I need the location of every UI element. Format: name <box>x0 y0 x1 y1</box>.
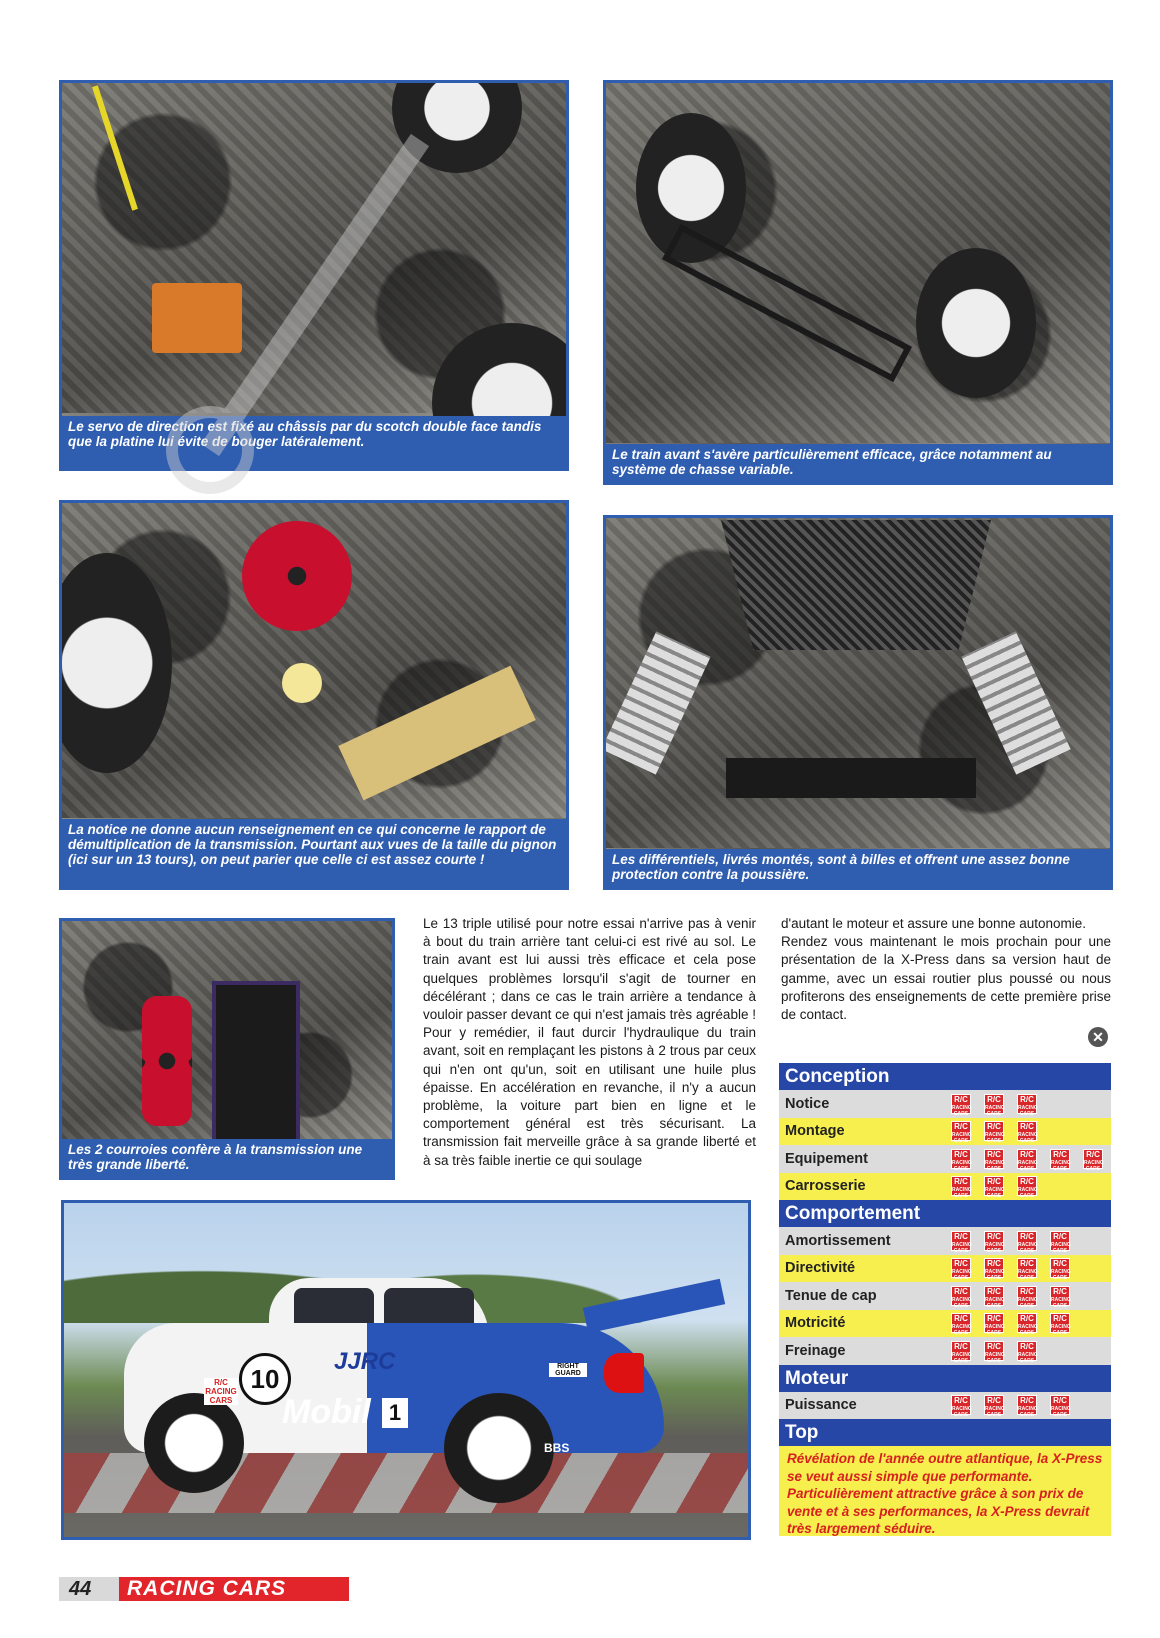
rc-logo-icon: R/C RACING CARS <box>985 1094 1005 1117</box>
rating-section-title: Conception <box>779 1063 1111 1090</box>
rating-row <box>779 1145 1111 1173</box>
rc-logo-icon: R/C RACING CARS <box>1018 1149 1038 1172</box>
rc-logo-icon: R/C RACING CARS <box>952 1231 972 1254</box>
rating-score <box>951 1149 1104 1172</box>
photo-car-body <box>61 1200 751 1540</box>
photo-transmission-gear <box>59 500 569 890</box>
end-mark-icon: ✕ <box>1088 1027 1108 1047</box>
car-sponsor-decal: Mobil <box>282 1393 371 1431</box>
rc-logo-icon: R/C RACING CARS <box>1051 1149 1071 1172</box>
wheel-image <box>916 248 1036 398</box>
rc-logo-icon: R/C RACING CARS <box>1018 1231 1038 1254</box>
rc-logo-icon: R/C RACING CARS <box>985 1177 1005 1200</box>
rc-logo-icon: R/C RACING CARS <box>1018 1286 1038 1309</box>
rc-logo-icon: R/C RACING CARS <box>952 1314 972 1337</box>
rating-section-title: Moteur <box>779 1365 1111 1392</box>
rc-logo-icon: R/C RACING CARS <box>1051 1314 1071 1337</box>
rc-logo-icon: R/C RACING CARS <box>985 1314 1005 1337</box>
rating-row <box>779 1392 1111 1420</box>
rating-score <box>951 1094 1038 1117</box>
rating-label: Puissance <box>785 1397 857 1414</box>
car-number-decal: 10 <box>239 1353 291 1405</box>
rating-score <box>951 1231 1071 1254</box>
rating-label: Freinage <box>785 1342 846 1359</box>
rc-logo-icon: R/C RACING CARS <box>952 1341 972 1364</box>
photo-steering-servo <box>59 80 569 471</box>
article-paragraph: d'autant le moteur et assure une bonne autonomie. <box>781 916 1087 931</box>
rc-logo-icon: R/C RACING CARS <box>952 1122 972 1145</box>
photo-caption: Le train avant s'avère particulièrement efficace, grâce notamment au système de chasse variable. <box>606 444 1110 482</box>
rc-logo-icon: R/C RACING CARS <box>985 1122 1005 1145</box>
rc-logo-icon: R/C RACING CARS <box>1018 1341 1038 1364</box>
rc-logo-icon: R/C RACING CARS <box>1018 1122 1038 1145</box>
rating-row <box>779 1227 1111 1255</box>
article-column-2 <box>781 915 1111 1024</box>
rc-logo-icon: R/C RACING CARS <box>952 1396 972 1419</box>
rating-table <box>779 1063 1111 1536</box>
rc-logo-icon: R/C RACING CARS <box>985 1341 1005 1364</box>
rating-label: Amortissement <box>785 1232 891 1249</box>
rating-label: Carrosserie <box>785 1178 866 1195</box>
wheel-image <box>144 1393 244 1493</box>
rc-logo-icon: R/C RACING CARS <box>952 1259 972 1282</box>
rc-logo-icon: R/C RACING CARS <box>1051 1231 1071 1254</box>
rating-row <box>779 1255 1111 1283</box>
rating-score <box>951 1176 1038 1200</box>
spur-gear-image <box>242 521 352 631</box>
carbon-plate-image <box>721 520 991 650</box>
car-sticker-decal: RIGHT GUARD <box>549 1363 587 1377</box>
rating-row <box>779 1310 1111 1338</box>
rating-label: Tenue de cap <box>785 1287 877 1304</box>
photo-front-train <box>603 80 1113 485</box>
rating-label: Directivité <box>785 1260 856 1277</box>
car-door-number: 1 <box>382 1398 408 1428</box>
rating-row <box>779 1282 1111 1310</box>
rc-logo-icon: R/C RACING CARS <box>985 1286 1005 1309</box>
spur-gear-image <box>142 996 192 1126</box>
rc-logo-icon: R/C RACING CARS <box>1051 1259 1071 1282</box>
rating-score <box>951 1258 1071 1282</box>
rc-logo-icon: R/C RACING CARS <box>952 1286 972 1309</box>
pinion-image <box>282 663 322 703</box>
rc-logo-icon: R/C RACING CARS <box>1018 1396 1038 1419</box>
rc-logo-icon: R/C RACING CARS <box>952 1094 972 1117</box>
magazine-name: RACING CARS <box>119 1577 349 1601</box>
car-badge-decal: R/C RACING CARS <box>205 1378 237 1405</box>
rc-logo-icon: R/C RACING CARS <box>985 1149 1005 1172</box>
belt-pulley-image <box>212 981 300 1149</box>
photo-belts <box>59 918 395 1180</box>
rating-score <box>951 1121 1038 1145</box>
rc-logo-icon: R/C RACING CARS <box>952 1177 972 1200</box>
rc-logo-icon: R/C RACING CARS <box>1018 1314 1038 1337</box>
rc-logo-icon: R/C RACING CARS <box>1018 1177 1038 1200</box>
rc-logo-icon: R/C RACING CARS <box>952 1149 972 1172</box>
photo-caption: Les différentiels, livrés montés, sont à billes et offrent une assez bonne protection contre la poussière. <box>606 849 1110 887</box>
photo-differential <box>603 515 1113 890</box>
rc-logo-icon: R/C RACING CARS <box>1051 1396 1071 1419</box>
article-paragraph: Le 13 triple utilisé pour notre essai n'arrive pas à venir à bout du train arrière tant celui-ci est rivé au sol. Le train avant est lui aussi très efficace et cela pose quelques problèmes lorsqu'il s'agit de tourner en décélérant ; dans ce cas le train arrière a tendance à vouloir passer devant ce qui n'est jamais très agréable ! Pour y remédier, il faut durcir l'hydraulique du train avant, soit en remplaçant les pistons à 2 trous par ceux qui n'en ont qu'un, soit en utilisant une huile plus épaisse. En accélération en revanche, il n'y a aucun problème, la voiture part bien en ligne et le comportement général est très sécurisant. La transmission fait merveille grâce à sa grande liberté et à sa très faible inertie ce qui soulage <box>423 916 756 1168</box>
rating-row <box>779 1173 1111 1201</box>
photo-caption: La notice ne donne aucun renseignement en ce qui concerne le rapport de démultiplication de la transmission. Pourtant aux vues de la taille du pignon (ici sur un 13 tours), on peut parier que celle ci est assez courte ! <box>62 819 566 887</box>
wheel-image <box>444 1393 554 1503</box>
top-verdict-text: Révélation de l'année outre atlantique, la X-Press se veut aussi simple que performante. Particulièrement attractive grâce à son prix de vente et à ses performances, la X-Press devrait très largement séduire. <box>779 1446 1111 1536</box>
rc-logo-icon: R/C RACING CARS <box>1051 1286 1071 1309</box>
rc-logo-icon: R/C RACING CARS <box>985 1259 1005 1282</box>
photo-caption: Les 2 courroies confère à la transmission une très grande liberté. <box>62 1139 392 1177</box>
car-brand-decal: JJRC <box>334 1348 396 1375</box>
rating-row <box>779 1090 1111 1118</box>
wheel-brand-decal: BBS <box>544 1441 570 1455</box>
rc-logo-icon: R/C RACING CARS <box>1018 1259 1038 1282</box>
rating-section-title: Comportement <box>779 1200 1111 1227</box>
bumper-image <box>726 758 976 798</box>
rating-label: Montage <box>785 1123 845 1140</box>
rating-label: Equipement <box>785 1150 868 1167</box>
rating-score <box>951 1313 1071 1337</box>
radio-receiver-image <box>152 283 242 353</box>
rating-row <box>779 1118 1111 1146</box>
rating-section-title: Top <box>779 1419 1111 1446</box>
article-column-1 <box>423 915 756 1170</box>
rating-score <box>951 1341 1038 1364</box>
rc-logo-icon: R/C RACING CARS <box>1084 1149 1104 1172</box>
page-number: 44 <box>59 1577 119 1601</box>
rating-label: Motricité <box>785 1315 846 1332</box>
photo-caption: Le servo de direction est fixé au châssis par du scotch double face tandis que la platine lui évite de bouger latéralement. <box>62 416 566 468</box>
rating-score <box>951 1395 1071 1419</box>
rc-logo-icon: R/C RACING CARS <box>1018 1094 1038 1117</box>
rating-label: Notice <box>785 1095 830 1112</box>
rc-logo-icon: R/C RACING CARS <box>985 1231 1005 1254</box>
tail-light-image <box>604 1353 644 1393</box>
rating-row <box>779 1337 1111 1365</box>
rating-score <box>951 1286 1071 1309</box>
rc-logo-icon: R/C RACING CARS <box>985 1396 1005 1419</box>
article-paragraph: Rendez vous maintenant le mois prochain pour une présentation de la X-Press dans sa version haut de gamme, avec un essai routier plus poussé ou nous profiterons des enseignements de cette première prise de contact. <box>781 934 1111 1023</box>
